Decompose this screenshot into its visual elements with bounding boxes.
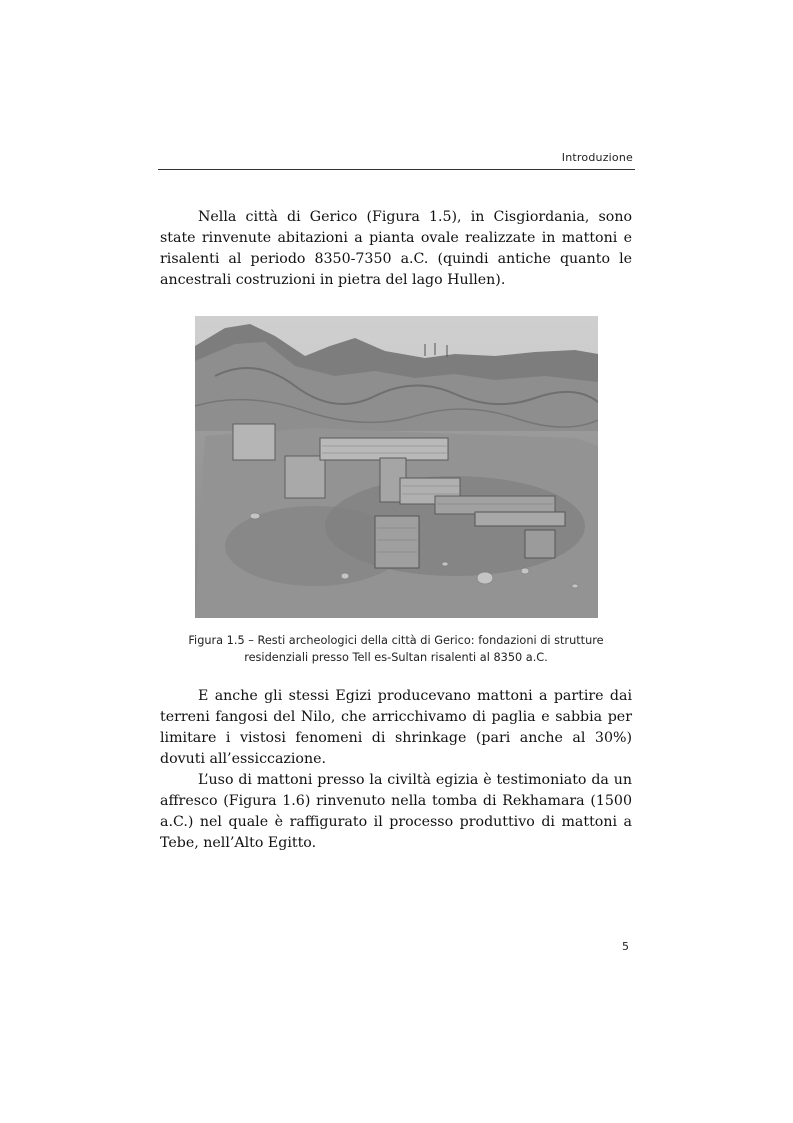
paragraph-1 xyxy=(160,207,632,291)
archaeological-site-photo xyxy=(195,316,598,618)
running-header-title: Introduzione xyxy=(561,151,633,164)
paragraph-2 xyxy=(160,686,632,770)
figure-caption-line-2: residenziali presso Tell es-Sultan risalenti al 8350 a.C. xyxy=(244,651,548,664)
figure-caption-line-1: Figura 1.5 – Resti archeologici della città di Gerico: fondazioni di strutture xyxy=(188,634,604,647)
paragraph-1-text: Nella città di Gerico (Figura 1.5), in Cisgiordania, sono state rinvenute abitazioni a pianta ovale realizzate in mattoni e risalenti al periodo 8350-7350 a.C. (quindi antiche quanto le ancestrali costruzioni in pietra del lago Hullen). xyxy=(160,209,632,288)
page-number: 5 xyxy=(622,940,629,953)
paragraph-3 xyxy=(160,770,632,854)
paragraph-2-text: E anche gli stessi Egizi producevano mattoni a partire dai terreni fangosi del Nilo, che arricchivamo di paglia e sabbia per limitare i vistosi fenomeni di shrinkage (pari anche al 30%) dovuti all’essiccazione. xyxy=(160,688,632,767)
paragraph-3-text: L’uso di mattoni presso la civiltà egizia è testimoniato da un affresco (Figura 1.6) rinvenuto nella tomba di Rekhamara (1500 a.C.) nel quale è raffigurato il processo produttivo di mattoni a Tebe, nell’Alto Egitto. xyxy=(160,772,632,851)
header-divider xyxy=(158,169,635,170)
figure-caption xyxy=(160,632,632,666)
